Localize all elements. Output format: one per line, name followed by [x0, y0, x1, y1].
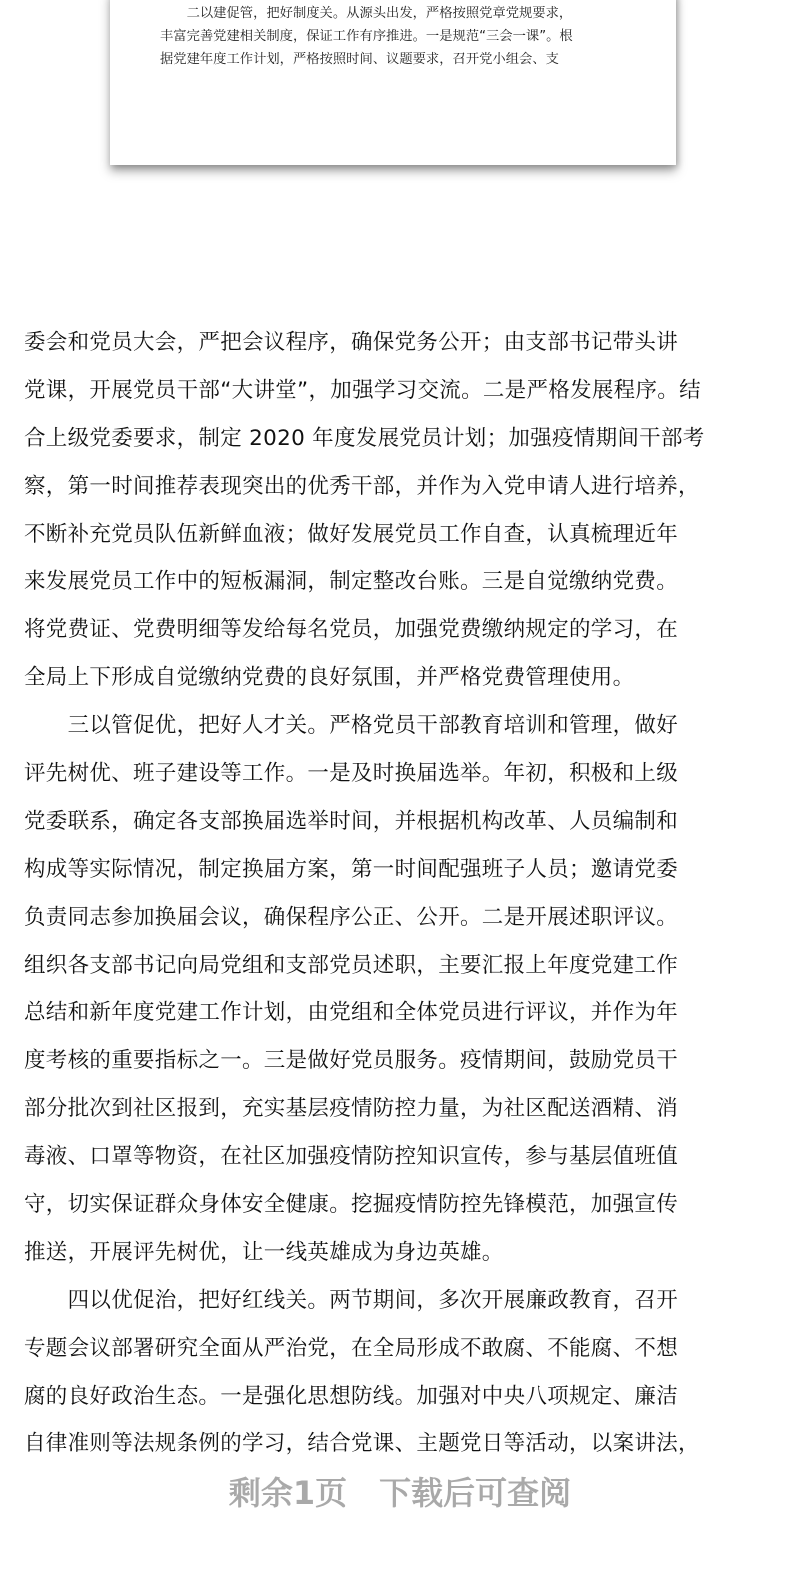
download-prompt[interactable]	[0, 1468, 800, 1514]
text-line: 推送，开展评先树优，让一线英雄成为身边英雄。	[24, 1239, 504, 1265]
text-line: 评先树优、班子建设等工作。一是及时换届选举。年初，积极和上级	[24, 761, 679, 787]
text-line: 负责同志参加换届会议，确保程序公正、公开。二是开展述职评议。	[24, 904, 679, 930]
card-line: 据党建年度工作计划，严格按照时间、议题要求，召开党小组会、支	[160, 52, 559, 67]
text-line: 全局上下形成自觉缴纳党费的良好氛围，并严格党费管理使用。	[24, 665, 635, 691]
preview-page-card	[110, 0, 676, 165]
text-line: 总结和新年度党建工作计划，由党组和全体党员进行评议，并作为年	[24, 1000, 679, 1026]
text-line: 部分批次到社区报到，充实基层疫情防控力量，为社区配送酒精、消	[24, 1096, 679, 1122]
text-line: 察，第一时间推荐表现突出的优秀干部，并作为入党申请人进行培养，	[24, 473, 700, 499]
text-line: 腐的良好政治生态。一是强化思想防线。加强对中央八项规定、廉洁	[24, 1383, 679, 1409]
download-to-view-text[interactable]: 下载后可查阅	[379, 1474, 572, 1512]
text-line: 党委联系，确定各支部换届选举时间，并根据机构改革、人员编制和	[24, 808, 679, 834]
text-line: 自律准则等法规条例的学习，结合党课、主题党日等活动，以案讲法，	[24, 1431, 700, 1457]
text-line: 三以管促优，把好人才关。严格党员干部教育培训和管理，做好	[24, 713, 679, 739]
text-line: 党课，开展党员干部“大讲堂”，加强学习交流。二是严格发展程序。结	[24, 377, 701, 403]
remaining-pages-text: 剩余1页	[228, 1474, 348, 1512]
card-line: 二以建促管，把好制度关。从源头出发，严格按照党章党规要求，	[160, 6, 573, 21]
text-line: 将党费证、党费明细等发给每名党员，加强党费缴纳规定的学习，在	[24, 617, 679, 643]
document-body	[24, 324, 776, 1473]
text-line: 度考核的重要指标之一。三是做好党员服务。疫情期间，鼓励党员干	[24, 1048, 679, 1074]
text-line: 守，切实保证群众身体安全健康。挖掘疫情防控先锋模范，加强宣传	[24, 1192, 679, 1218]
text-line: 毒液、口罩等物资，在社区加强疫情防控知识宣传，参与基层值班值	[24, 1144, 679, 1170]
text-line: 委会和党员大会，严把会议程序，确保党务公开；由支部书记带头讲	[24, 330, 679, 355]
text-line: 组织各支部书记向局党组和支部党员述职，主要汇报上年度党建工作	[24, 952, 679, 978]
text-line: 合上级党委要求，制定 2020 年度发展党员计划；加强疫情期间干部考	[24, 425, 705, 451]
text-line: 来发展党员工作中的短板漏洞，制定整改台账。三是自觉缴纳党费。	[24, 569, 679, 595]
text-line: 构成等实际情况，制定换届方案，第一时间配强班子人员；邀请党委	[24, 856, 679, 882]
card-line: 丰富完善党建相关制度，保证工作有序推进。一是规范“三会一课”。根	[160, 29, 573, 44]
text-line: 四以优促治，把好红线关。两节期间，多次开展廉政教育，召开	[24, 1287, 679, 1313]
text-line: 不断补充党员队伍新鲜血液；做好发展党员工作自查，认真梳理近年	[24, 521, 679, 547]
text-line: 专题会议部署研究全面从严治党，在全局形成不敢腐、不能腐、不想	[24, 1335, 679, 1361]
